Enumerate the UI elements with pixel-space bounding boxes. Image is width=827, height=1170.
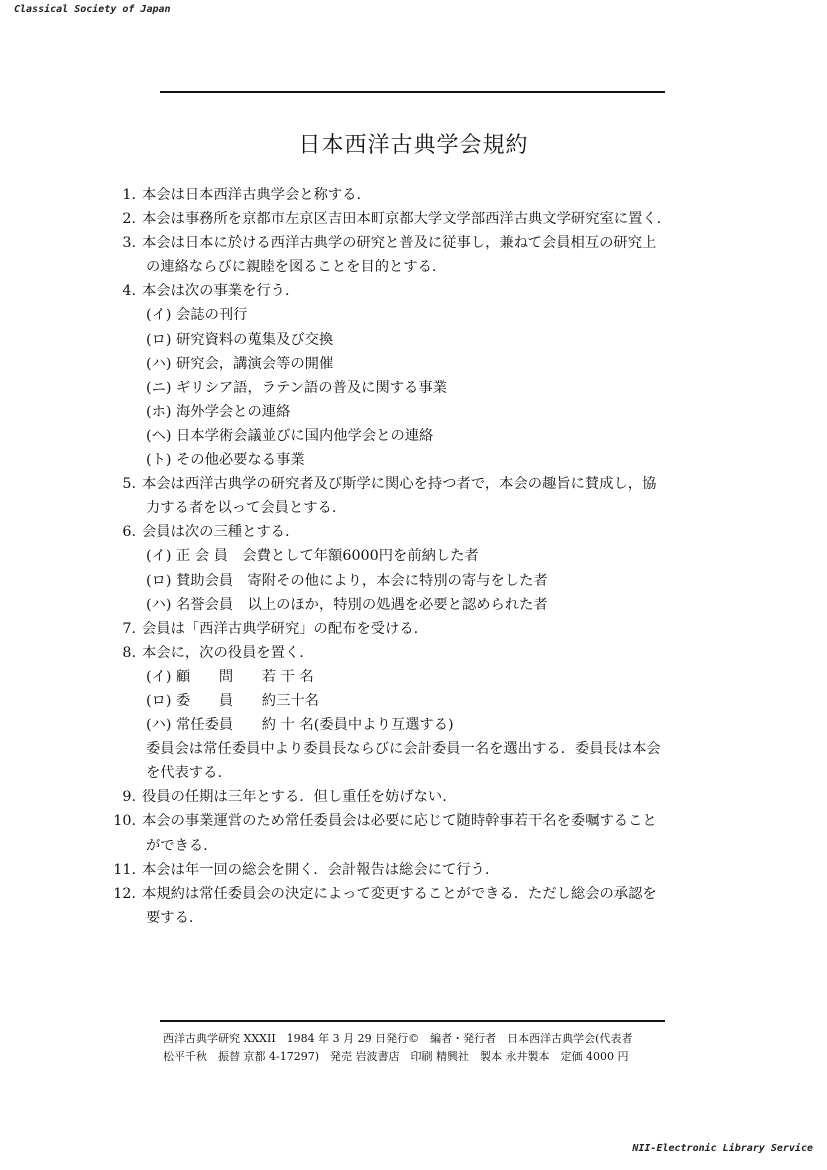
sub-item-marker: (イ) bbox=[146, 307, 172, 324]
sub-item-text: 研究資料の蒐集及び交換 bbox=[176, 331, 334, 348]
sub-item bbox=[112, 448, 722, 472]
article-line bbox=[112, 737, 722, 761]
sub-item bbox=[112, 303, 722, 327]
article-text: 本会は次の事業を行う. bbox=[142, 283, 290, 300]
article-number: 1. bbox=[122, 187, 136, 203]
sub-item bbox=[112, 665, 722, 689]
article-number: 4. bbox=[122, 283, 136, 300]
sub-item-text: 海外学会との連絡 bbox=[176, 403, 291, 420]
article-line bbox=[112, 641, 722, 665]
sub-item-marker: (ハ) bbox=[146, 717, 172, 734]
colophon bbox=[163, 1030, 673, 1066]
article-number: 5. bbox=[122, 476, 136, 493]
article-number: 12. bbox=[113, 885, 136, 902]
sub-item-marker: (ヘ) bbox=[146, 427, 172, 444]
sub-item-marker: (ニ) bbox=[146, 379, 172, 396]
sub-item-text: ギリシア語，ラテン語の普及に関する事業 bbox=[176, 379, 447, 396]
service-footer: NII-Electronic Library Service bbox=[632, 1143, 813, 1154]
sub-item-marker: (ロ) bbox=[146, 331, 172, 348]
article-continuation: 要する. bbox=[146, 909, 194, 926]
article-line bbox=[112, 882, 722, 906]
sub-item bbox=[112, 352, 722, 376]
top-rule bbox=[160, 91, 665, 93]
article-line bbox=[112, 207, 722, 231]
sub-item-text: 賛助会員 寄附その他により，本会に特別の寄与をした者 bbox=[176, 572, 548, 589]
sub-item bbox=[112, 713, 722, 737]
article-line bbox=[112, 472, 722, 496]
sub-item bbox=[112, 593, 722, 617]
article-number: 10. bbox=[113, 813, 136, 830]
sub-item-marker: (ロ) bbox=[146, 572, 172, 589]
article-line bbox=[112, 906, 722, 930]
article-number: 2. bbox=[122, 211, 136, 228]
article-text: 本会に，次の役員を置く. bbox=[142, 644, 304, 661]
sub-item-text: 名誉会員 以上のほか，特別の処遇を必要と認められた者 bbox=[176, 596, 548, 613]
colophon-line-1: 西洋古典学研究 XXXII 1984 年 3 月 29 日発行© 編者・発行者 日本西洋古典学会(代表者 bbox=[163, 1032, 633, 1045]
article-text: 本会は日本に於ける西洋古典学の研究と普及に従事し，兼ねて会員相互の研究上 bbox=[142, 235, 657, 252]
article-line bbox=[112, 617, 722, 641]
article-line bbox=[112, 785, 722, 809]
article-line bbox=[112, 834, 722, 858]
sub-item-text: 常任委員 約 十 名(委員中より互選する) bbox=[176, 717, 454, 734]
source-header: Classical Society of Japan bbox=[14, 4, 171, 15]
article-text: 本会は日本西洋古典学会と称する. bbox=[142, 187, 361, 203]
sub-item-text: 正 会 員 会費として年額6000円を前納した者 bbox=[176, 548, 479, 565]
bottom-rule bbox=[160, 1020, 665, 1022]
sub-item-marker: (ホ) bbox=[146, 403, 172, 420]
article-text: 本会は西洋古典学の研究者及び斯学に関心を持つ者で，本会の趣旨に賛成し，協 bbox=[142, 476, 657, 493]
article-number: 9. bbox=[122, 789, 136, 806]
sub-item bbox=[112, 569, 722, 593]
article-line bbox=[112, 520, 722, 544]
sub-item-text: その他必要なる事業 bbox=[176, 452, 305, 469]
sub-item-text: 委 員 約三十名 bbox=[176, 692, 319, 709]
sub-item-marker: (イ) bbox=[146, 548, 172, 565]
sub-item-text: 顧 問 若 干 名 bbox=[176, 668, 314, 685]
article-number: 3. bbox=[122, 235, 136, 252]
sub-item-marker: (ト) bbox=[146, 452, 172, 469]
article-text: 会員は次の三種とする. bbox=[142, 524, 290, 541]
article-line bbox=[112, 183, 722, 207]
sub-item-text: 研究会，講演会等の開催 bbox=[176, 355, 334, 372]
article-text: 会員は「西洋古典学研究」の配布を受ける. bbox=[142, 620, 419, 637]
article-text: 本会は年一回の総会を開く．会計報告は総会にて行う. bbox=[142, 861, 490, 878]
sub-item-marker: (ロ) bbox=[146, 692, 172, 709]
sub-item-marker: (イ) bbox=[146, 668, 172, 685]
sub-item bbox=[112, 424, 722, 448]
sub-item bbox=[112, 328, 722, 352]
article-tail-text: 委員会は常任委員中より委員長ならびに会計委員一名を選出する．委員長は本会 bbox=[146, 741, 661, 758]
article-number: 7. bbox=[122, 620, 136, 637]
article-line bbox=[112, 279, 722, 303]
sub-item-text: 日本学術会議並びに国内他学会との連絡 bbox=[176, 427, 434, 444]
article-text: 本会は事務所を京都市左京区吉田本町京都大学文学部西洋古典文学研究室に置く. bbox=[142, 211, 662, 228]
article-continuation: ができる. bbox=[146, 837, 208, 854]
article-number: 11. bbox=[113, 861, 136, 878]
article-text: 役員の任期は三年とする．但し重任を妨げない. bbox=[142, 789, 447, 806]
sub-item bbox=[112, 400, 722, 424]
article-text: 本規約は常任委員会の決定によって変更することができる．ただし総会の承認を bbox=[142, 885, 657, 902]
sub-item-text: 会誌の刊行 bbox=[176, 307, 248, 324]
article-continuation: 力する者を以って会員とする. bbox=[146, 500, 337, 517]
sub-item-marker: (ハ) bbox=[146, 355, 172, 372]
sub-item-marker: (ハ) bbox=[146, 596, 172, 613]
sub-item bbox=[112, 689, 722, 713]
article-tail-text: を代表する. bbox=[146, 765, 223, 782]
article-line bbox=[112, 809, 722, 833]
article-number: 8. bbox=[122, 644, 136, 661]
sub-item bbox=[112, 544, 722, 568]
article-line bbox=[112, 858, 722, 882]
articles-list bbox=[112, 183, 722, 930]
article-line bbox=[112, 255, 722, 279]
article-line bbox=[112, 761, 722, 785]
article-line bbox=[112, 231, 722, 255]
article-text: 本会の事業運営のため常任委員会は必要に応じて随時幹事若干名を委嘱すること bbox=[142, 813, 657, 830]
article-line bbox=[112, 496, 722, 520]
article-continuation: の連絡ならびに親睦を図ることを目的とする. bbox=[146, 259, 437, 276]
sub-item bbox=[112, 376, 722, 400]
article-number: 6. bbox=[122, 524, 136, 541]
colophon-line-2: 松平千秋 振替 京都 4-17297) 発売 岩波書店 印刷 精興社 製本 永井製本 定価 4000 円 bbox=[163, 1050, 629, 1063]
document-title: 日本西洋古典学会規約 bbox=[298, 133, 529, 158]
